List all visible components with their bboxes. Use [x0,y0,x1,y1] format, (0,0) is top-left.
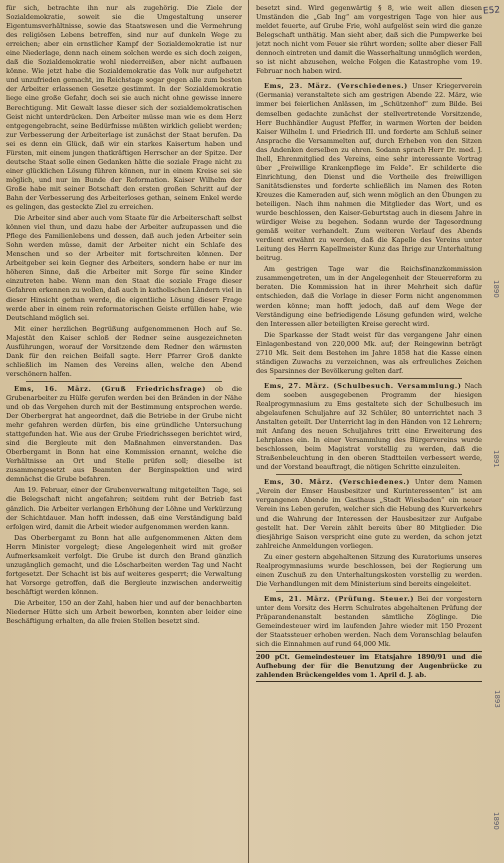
article-paragraph [6,385,242,485]
article-text: Am 19. Februar, einer der Grubenverwaltung mitgeteilten Tage, sei die Belegschaft nicht angefahren; seitdem ruht der Betrieb fast gänzlich. Die Arbeiter verlangen Erhöhung der Löhne und Verkürzung der Schichtdauer. Man hofft indessen, daß eine Verständigung bald erfolgen wird, damit die Arbeit wieder aufgenommen werden kann. [6,486,242,531]
article-text: Mit einer herzlichen Begrüßung aufgenommenen Hoch auf Se. Majestät den Kaiser schloß der Redner seine ausgezeichneten Ausführungen, worauf der Vorsitzende dem Redner den wärmsten Dank für den reichen Beifall sagte. Herr Pfarrer Groß dankte schließlich im Namen des Vereins allen, welche den Abend verschönern halfen. [6,324,242,378]
article-text: Am gestrigen Tage war die Reichsfinanzkommission zusammengetreten, um in der Angelegenheit der Steuerreform zu beraten. Die Kommission hat in ihrer Mehrheit sich dafür entschieden, daß die Vorlage in dieser Form nicht angenommen werden könne; man hofft jedoch, daß auf dem Wege der Verständigung eine befriedigende Lösung gefunden wird, welche den Interessen aller beteiligten Kreise gerecht wird. [256,265,482,328]
sheet-number-annotation: E52 [482,5,501,17]
notice-box [256,651,482,682]
article-dateline: Ems, 27. März. (Schulbesuch. Versammlung.) [264,381,462,390]
column-divider [248,0,249,863]
article-text: Unter dem Namen „Verein der Emser Hausbesitzer und Kurinteressenten“ ist am vergangenen Abende im Gasthaus „Stadt Wiesbaden“ ein neuer Verein ins Leben gerufen, welcher sich die Hebung des Kurverkehrs und die Wahrung der Interessen der Hausbesitzer zur Aufgabe gestellt hat. Der Verein zählt bereits über 80 Mitglieder. Die diesjährige Saison verspricht eine gute zu werden, da schon jetzt zahlreiche Anmeldungen vorliegen. [256,478,482,550]
article-dateline: Ems, 23. März. (Verschiedenes.) [264,82,408,91]
left-column [6,4,242,857]
article-separator [276,474,462,475]
article-text: Die Arbeiter, 150 an der Zahl, haben hier und auf der benachbarten Niederner Hütte sich um Arbeit beworben, konnten aber leider eine Beschäftigung erhalten, da alle freien Stellen besetzt sind. [6,599,242,626]
margin-note: 1893 [493,690,501,708]
article-paragraph [6,599,242,626]
article-separator [276,591,462,592]
article-paragraph [6,534,242,597]
article-text: besetzt sind. Wird gegenwärtig § 8, wie weit allen diesen Umständen die „Gab Ing“ am vorgestrigen Tage von hier aus meldet feuerte, auf Grube Frie, wohl aufgelöst sein wird die ganze Belegschaft unthätig. Man sieht aber, daß sich die Pumpwerke bei jetzt noch nicht vom Feuer sie rührt worden; sollte aber dieser Fall dennoch eintreten und damit die Wasserhaltung unmöglich werden, so ist nicht abzusehen, welche Folgen die Katastrophe vom 19. Februar noch haben wird. [256,4,482,76]
margin-note: 1890 [492,812,500,830]
article-text: 200 pCt. Gemeindesteuer im Etatsjahre 1890/91 und die Aufhebung der für die Benutzung der Augenbrücke zu zahlenden Brückengeldes vom 1. April d. J. ab. [256,653,482,680]
article-text: Bei der vorgestern unter dem Vorsitz des Herrn Schulrates abgehaltenen Prüfung der Präparandenanstalt bestanden sämtliche Zöglinge. Die Gemeindesteuer wird im laufenden Jahre wieder mit 150 Prozent der Staatssteuer erhoben werden. Nach dem Voranschlag belaufen sich die Einnahmen auf rund 64,000 Mk. [256,594,482,649]
article-text: Die Sparkasse der Stadt weist für das vergangene Jahr einen Einlagenbestand von 220,000 Mk. auf; der Reingewinn beträgt 2710 Mk. Seit dem Bestehen im Jahre 1858 hat die Kasse einen ständigen Zuwachs zu verzeichnen, was als erfreuliches Zeichen des Sparsinnes der Bevölkerung gelten darf. [256,330,482,375]
margin-note: 1891 [492,450,500,468]
article-text: Unser Kriegerverein (Germania) veranstaltete sich am gestrigen Abende 22. März, wie immer bei feierlichen Anlässen, im „Schützenhof“ zum Bilde. Bei demselben gedachte zunächst der stellvertretende Vorsitzende, Herr Buchhändler August Pfeffer, in warmen Worten der beiden Kaiser Wilhelm I. und Friedrich III. und forderte am Schluß seiner Ansprache die Versammelten auf, durch Erheben von den Sitzen das Andenken derselben zu ehren. Sodann sprach Herr Dr. med. J. Ihell, Ehrenmitglied des Vereins, eine sehr interessante Vortrag über „Freiwillige Krankenpflege im Felde“. Er schilderte die Einrichtung, den Dienst und die Vortheile des freiwilligen Sanitätsdienstes und forderte schließlich im Namen des Roten Kreuzes die Kameraden auf, sich wenn möglich an den Übungen zu beteiligen. Nach ihm nahmen die Mitglieder das Wort, und es wurde beschlossen, den Kaiser-Geburtstag auch in diesem Jahre in würdiger Weise zu begehen. Sodann wurde der Tagesordnung gemäß weiter verhandelt. Zum weiteren Verlauf des Abends verdient erwähnt zu werden, daß die Kapelle des Vereins unter Leitung des Herrn Kapellmeister Kunz das Ihrige zur Unterhaltung beitrug. [256,82,482,263]
article-paragraph [256,265,482,328]
article-paragraph [6,486,242,531]
article-text: für sich, betrachte ihn nur als zugehörig. Die Ziele der Sozialdemokratie, soweit sie die Umgestaltung unserer Eigentumsverhältnisse, sowie das Staatswesen und die Vermehrung des religiösen Lebens betreffen, sind nur auf dunkeln Wege zu erreichen; aber ein ernstlicher Kampf der Sozialdemokratie ist nur eine Niederlage, denn nach einem solchen werde es sich doch zeigen, daß die Sozialdemokratie wohl niederreißen, aber nicht aufbauen könne. Wie jetzt habe die Sozialdemokratie das Volk nur aufgehetzt und unzufrieden gemacht, im Reichstage sogar gegen alle zum besten der Arbeiter erlassenen Gesetze gestimmt. In der Sozialdemokratie liege eine große Gefahr, doch sei sie auch nicht ohne gewisse innere Berechtigung. Mit Gewalt lasse dieser sich der sozialdemokratischen Geist nicht unterdrücken. Den Arbeiter müsse man wie es dem Herz entgegengebracht, seine Bedürfnisse müßten wirklich geliebt werden; zur Verbesserung der Arbeiterlage ist zunächst der Staat berufen. Da sei es denn ein Glück, daß wir ein starkes Kaisertum haben und Fürsten, mit einem jungen thatkräftigen Herrscher an der Spitze. Der deutsche Staat solle einen Gedanken hätte die soziale Frage nicht zu einer glücklichen Lösung führen können, nur in einem Kreise sei sie möglich, und nur im Bunde der Reformation. Kaiser Wilhelm der Große habe mit seiner Botschaft den ersten großen Schritt auf der Bahn der Verbesserung des Arbeiterloses gethan, seinem Enkel werde es gelingen, das gesteckte Ziel zu erreichen. [6,4,242,212]
article-text: Nach dem soeben ausgegebenen Programm der hiesigen Realprogymnasium zu Ems gestaltete sich der Schulbesuch im abgelaufenen Schuljahre auf 32 Schüler, 80 unterrichtet nach 3 Anstalten geteilt. Der Unterricht lag in den Händen von 12 Lehrern; mit Anfang des neuen Schuljahres tritt eine Erweiterung des Lehrplanes ein. In einer Versammlung des Bürgervereins wurde beschlossen, beim Magistrat vorstellig zu werden, daß die Straßenbeleuchtung in den oberen Stadtteilen verbessert werde, und der Vorstand beauftragt, die nötigen Schritte einzuleiten. [256,381,482,472]
right-column [256,4,482,857]
article-separator [276,378,462,379]
article-paragraph [256,331,482,376]
article-paragraph [256,553,482,589]
article-paragraph [256,4,482,76]
article-text: ob die Grubenarbeiter zu Hülfe gerufen werden bei den Bränden in der Nähe und ob das Vergehen durch mit der Bestimmung entsprochen werde. Der Oberbergrat hat angeordnet, daß die Betriebe in der Grube nicht mehr gefahren werden dürfen, bis eine gründliche Untersuchung stattgefunden hat. Wie aus der Grube Friedrichssegen berichtet wird, sind die Bergleute mit den Maßnahmen einverstanden. Das Oberbergamt in Bonn hat eine Kommission ernannt, welche die Verhältnisse an Ort und Stelle prüfen soll; dieselbe ist zusammengesetzt aus Beamten der Berginspektion und wird demnächst die Grube befahren. [6,384,242,484]
article-paragraph [6,4,242,212]
article-paragraph [6,214,242,323]
article-paragraph [256,478,482,550]
article-paragraph [256,82,482,263]
article-text: Zu einer gestern abgehaltenen Sitzung des Kuratoriums unseres Realprogymnasiums wurde beschlossen, bei der Regierung um einen Zuschuß zu den Unterhaltungskosten vorstellig zu werden. Die Verhandlungen mit dem Ministerium sind bereits eingeleitet. [256,552,482,588]
article-dateline: Ems, 21. März. (Prüfung. Steuer.) [264,594,415,603]
article-text: Das Oberbergamt zu Bonn hat alle aufgenommenen Akten dem Herrn Minister vorgelegt; diese Angelegenheit wird mit großer Aufmerksamkeit verfolgt. Die Grube ist durch den Brand gänzlich unzugänglich gemacht, und die Löscharbeiten werden Tag und Nacht fortgesetzt. Der Schacht ist bis auf weiteres gesperrt; die Verwaltung hat Vorsorge getroffen, daß die Bergleute inzwischen anderweitig beschäftigt werden können. [6,533,242,596]
article-dateline: Ems, 30. März. (Verschiedenes.) [264,478,411,487]
article-separator [26,381,222,382]
margin-note: 1890 [492,280,500,298]
article-paragraph [256,595,482,649]
article-separator [276,78,462,79]
article-dateline: Ems, 16. März. (Gruß Friedrichsfrage) [14,384,206,393]
article-paragraph [256,382,482,472]
article-paragraph [6,325,242,379]
article-text: Die Arbeiter sind aber auch vom Staate für die Arbeiterschaft selbst können viel thun, und dazu habe der Arbeiter aufzupassen und die Pflege des Familienlebens und dessen, daß auch jeden Arbeiter sein Sohn werden müsse, damit der Arbeiter nicht ein Schlafe des Menschen und so der Arbeiter mit fortschreiten können. Der Arbeitgeber sei kein Gegner des Arbeiters, sondern habe er nur im höheren Sinne, daß die Arbeiter mit Sorge für seine Kinder einzutreten habe. Wenn man den Staat die soziale Frage dieser Gefahren erkennen zu wollen, daß auch in katholischen Ländern viel in dieser Hinsicht gethan werde, die eigentliche Lösung dieser Frage werde aber in einem rein reformatorischen Geiste erfüllen habe, wie Deutschland möglich sei. [6,214,242,322]
